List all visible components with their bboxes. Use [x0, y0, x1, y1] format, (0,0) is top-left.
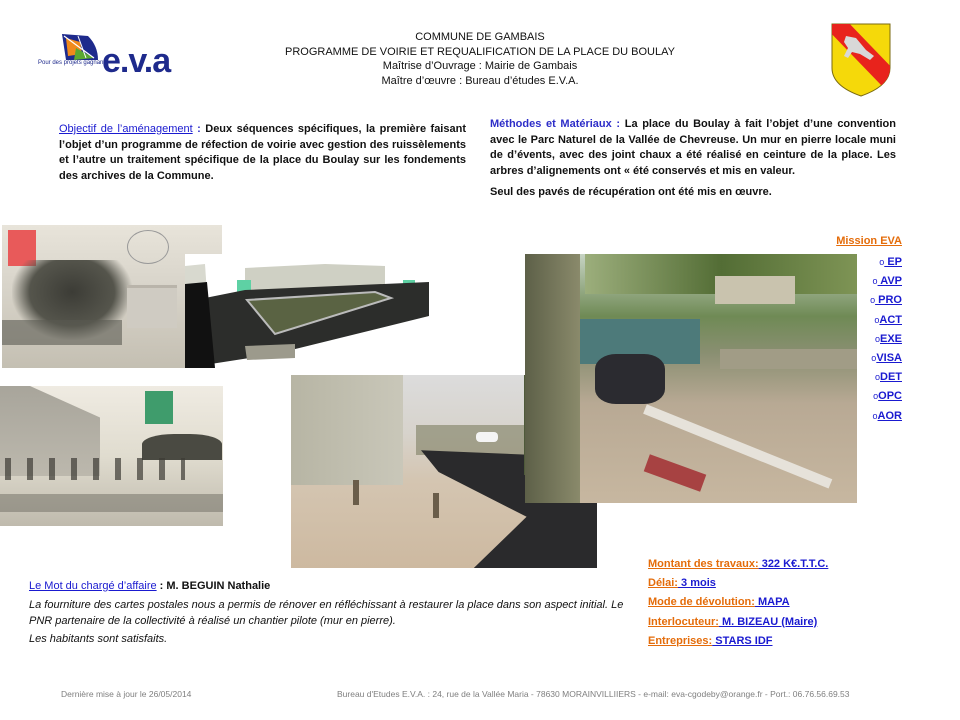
bollard	[433, 493, 439, 518]
objectif-link[interactable]: Objectif de l’aménagement	[59, 123, 193, 135]
fact-montant: Montant des travaux: 322 K€.T.T.C.	[648, 558, 829, 570]
bollard	[353, 480, 359, 505]
green-stamp	[145, 391, 173, 424]
header-maitrise-ouvrage: Maîtrise d’Ouvrage : Mairie de Gambais	[382, 60, 578, 72]
mission-item-ep[interactable]: o EP	[879, 256, 902, 268]
logo-wordmark: e.v.a	[102, 42, 171, 80]
charge-affaire-quote: La fourniture des cartes postales nous a permis de rénover en réfléchissant à restaurer la place dans son aspect initial. Le PNR partenaire de la collectivité à réalisé un chantier pilote (mur en pierre).	[29, 599, 624, 627]
shrubs	[525, 254, 580, 503]
fact-devolution: Mode de dévolution: MAPA	[648, 596, 790, 609]
mission-item-det[interactable]: oDET	[874, 371, 902, 384]
mission-item-visa[interactable]: oVISA	[871, 352, 902, 365]
people	[5, 458, 185, 480]
coat-of-arms-icon	[830, 22, 892, 98]
background-trees	[416, 425, 526, 455]
mission-eva-list	[812, 235, 902, 426]
white-car	[476, 432, 498, 442]
building	[127, 285, 177, 328]
charge-affaire-conclusion: Les habitants sont satisfaits.	[29, 633, 168, 645]
methodes-paragraph	[490, 117, 896, 207]
charge-affaire-link[interactable]: Le Mot du chargé d’affaire	[29, 580, 157, 592]
hedge	[2, 320, 122, 345]
bullet-icon: o	[874, 314, 880, 325]
ground-shadow	[0, 494, 223, 512]
mission-item-act[interactable]: oACT	[874, 313, 902, 326]
mission-item-opc[interactable]: oOPC	[873, 390, 902, 403]
charge-affaire-name: : M. BEGUIN Nathalie	[156, 580, 271, 592]
fact-interlocuteur: Interlocuteur: M. BIZEAU (Maire)	[648, 615, 818, 628]
bullet-icon: o	[872, 276, 878, 287]
fact-entreprises: Entreprises: STARS IDF	[648, 634, 773, 647]
render-drawing	[185, 254, 429, 368]
bullet-icon: o	[871, 353, 877, 364]
worksite-paving-photo	[525, 254, 857, 503]
bullet-icon: o	[879, 257, 885, 267]
workers	[595, 354, 665, 404]
logo-tagline: Pour des projets gagnants	[38, 60, 109, 66]
mission-item-exe[interactable]: oEXE	[874, 332, 902, 345]
tree-row	[142, 434, 222, 460]
project-facts	[648, 555, 878, 651]
bullet-icon: o	[872, 410, 878, 421]
mission-item-aor[interactable]: oAOR	[872, 409, 902, 422]
postmark	[127, 230, 169, 264]
objectif-separator: :	[192, 123, 206, 135]
bullet-icon: o	[874, 372, 880, 383]
bullet-icon: o	[873, 391, 879, 402]
postcard-vue-sur-la-place-photo	[0, 386, 223, 526]
eva-logo	[38, 32, 188, 90]
3d-render-place-image	[185, 254, 429, 368]
header-commune: COMMUNE DE GAMBAIS	[415, 31, 545, 43]
charge-affaire-section	[29, 578, 629, 649]
rake	[644, 454, 707, 491]
bullet-icon: o	[870, 295, 876, 306]
gambais-coat-of-arms	[830, 22, 892, 98]
footer-last-update: Dernière mise à jour le 26/05/2014	[61, 689, 192, 699]
mission-item-avp[interactable]: o AVP	[872, 275, 902, 288]
bullet-icon: o	[874, 333, 880, 344]
objectif-text: Deux séquences spécifiques, la première faisant l’objet d’un programme de réfection de voirie avec gestion des ruissèlements et l’autre un traitement spécifique de la place du Boulay sur les fondements des archives de la Commune.	[59, 123, 466, 182]
mission-item-pro[interactable]: o PRO	[870, 294, 902, 307]
footer-contact: Bureau d'Etudes E.V.A. : 24, rue de la Vallée Maria - 78630 MORAINVILLIIERS - e-mail: eva-cgodeby@orange.fr - Port.: 06.76.56.69.53	[337, 689, 850, 699]
fact-delai: Délai: 3 mois	[648, 577, 716, 590]
methodes-text2: Seul des pavés de récupération ont été mis en œuvre.	[490, 186, 772, 198]
objectif-paragraph	[59, 122, 466, 184]
header-programme: PROGRAMME DE VOIRIE ET REQUALIFICATION DE LA PLACE DU BOULAY	[285, 45, 675, 58]
old-house-wall	[291, 375, 403, 485]
methodes-text: La place du Boulay à fait l’objet d’une convention avec le Parc Naturel de la Vallée de Chevreuse. Un mur en pierre locale muni de d’évents, avec des joint chaux a été réalisé en ceinture de la place. Les arbres d’alignements ont « été conservés et mis en valeur.	[490, 118, 896, 177]
methodes-label: Méthodes et Matériaux :	[490, 118, 621, 130]
house	[715, 276, 795, 304]
header-maitre-oeuvre: Maître d’œuvre : Bureau d’études E.V.A.	[381, 74, 579, 87]
mission-eva-title[interactable]: Mission EVA	[836, 235, 902, 247]
document-header	[240, 30, 720, 88]
